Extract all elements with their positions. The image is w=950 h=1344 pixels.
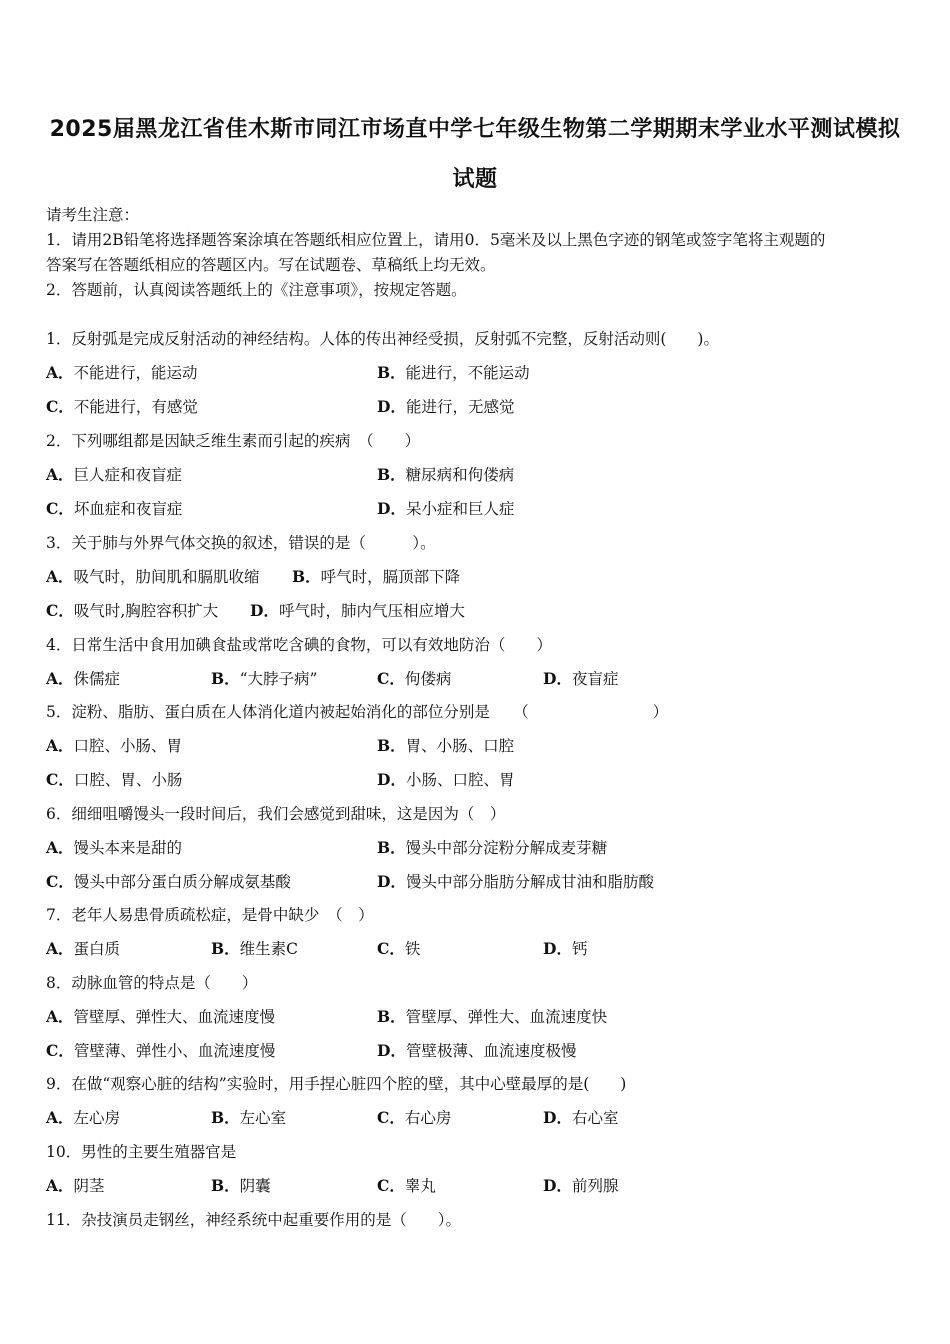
- option-d: D．馒头中部分脂肪分解成甘油和脂肪酸: [377, 872, 654, 891]
- question-stem: 5．淀粉、脂肪、蛋白质在人体消化道内被起始消化的部位分别是 （ ）: [46, 703, 669, 721]
- option-c: C．坏血症和夜盲症: [46, 499, 183, 518]
- option-c: C．不能进行，有感觉: [46, 397, 198, 416]
- question-stem: 3．关于肺与外界气体交换的叙述，错误的是（ ）。: [46, 534, 436, 552]
- option-a: A．侏儒症: [46, 669, 121, 688]
- option-b: B．胃、小肠、口腔: [377, 736, 515, 755]
- notice-item-1: 1．请用2B铅笔将选择题答案涂填在答题纸相应位置上，请用0．5毫米及以上黑色字迹的钢笔或签字笔将主观题的: [46, 231, 826, 249]
- question-stem: 11．杂技演员走钢丝，神经系统中起重要作用的是（ ）。: [46, 1211, 461, 1229]
- option-c: C．吸气时,胸腔容积扩大: [46, 601, 219, 620]
- option-c: C．铁: [377, 939, 421, 958]
- option-c: C．右心房: [377, 1108, 452, 1127]
- page-title: 2025届黑龙江省佳木斯市同江市场直中学七年级生物第二学期期末学业水平测试模拟: [49, 117, 901, 142]
- option-b: B．阴囊: [211, 1176, 271, 1195]
- question-stem: 10．男性的主要生殖器官是: [46, 1143, 237, 1161]
- question-stem: 2．下列哪组都是因缺乏维生素而引起的疾病 （ ）: [46, 432, 421, 450]
- option-c: C．睾丸: [377, 1176, 436, 1195]
- option-d: D．前列腺: [543, 1176, 619, 1195]
- option-b: B．左心室: [211, 1108, 287, 1127]
- option-c: C．口腔、胃、小肠: [46, 770, 183, 789]
- option-a: A．阴茎: [46, 1176, 105, 1195]
- option-a: A．不能进行，能运动: [46, 363, 198, 382]
- question-stem: 7．老年人易患骨质疏松症，是骨中缺少 （ ）: [46, 906, 374, 924]
- option-d: D．呼气时，肺内气压相应增大: [250, 601, 465, 620]
- option-a: A．口腔、小肠、胃: [46, 736, 183, 755]
- option-d: D．钙: [543, 939, 588, 958]
- option-b: B．管壁厚、弹性大、血流速度快: [377, 1007, 608, 1026]
- option-a: A．管壁厚、弹性大、血流速度慢: [46, 1007, 276, 1026]
- option-a: A．蛋白质: [46, 939, 121, 958]
- option-c: C．馒头中部分蛋白质分解成氨基酸: [46, 872, 291, 891]
- option-d: D．能进行，无感觉: [377, 397, 515, 416]
- option-c: C．管壁薄、弹性小、血流速度慢: [46, 1041, 276, 1060]
- option-a: A．吸气时，肋间肌和膈肌收缩: [46, 567, 260, 586]
- option-b: B．馒头中部分淀粉分解成麦芽糖: [377, 838, 608, 857]
- option-b: B．呼气时，膈顶部下降: [292, 567, 461, 586]
- option-a: A．馒头本来是甜的: [46, 838, 183, 857]
- option-d: D．呆小症和巨人症: [377, 499, 515, 518]
- option-b: B．维生素C: [211, 939, 298, 958]
- option-a: A．左心房: [46, 1108, 121, 1127]
- option-b: B．糖尿病和佝偻病: [377, 465, 515, 484]
- notice-item-2: 2．答题前，认真阅读答题纸上的《注意事项》，按规定答题。: [46, 281, 467, 299]
- option-b: B．能进行，不能运动: [377, 363, 530, 382]
- page-title-cont: 试题: [452, 167, 498, 192]
- question-stem: 8．动脉血管的特点是（ ）: [46, 974, 258, 992]
- notice-item-1-cont: 答案写在答题纸相应的答题区内。写在试题卷、草稿纸上均无效。: [46, 256, 496, 274]
- question-stem: 4．日常生活中食用加碘食盐或常吃含碘的食物，可以有效地防治（ ）: [46, 636, 552, 654]
- option-b: B．“大脖子病”: [211, 669, 318, 688]
- option-d: D．夜盲症: [543, 669, 619, 688]
- question-stem: 6．细细咀嚼馒头一段时间后，我们会感觉到甜味，这是因为（ ）: [46, 805, 506, 823]
- option-d: D．管壁极薄、血流速度极慢: [377, 1041, 577, 1060]
- question-stem: 9．在做“观察心脏的结构”实验时，用手捏心脏四个腔的壁，其中心壁最厚的是( ): [46, 1075, 627, 1093]
- option-c: C．佝偻病: [377, 669, 452, 688]
- question-stem: 1．反射弧是完成反射活动的神经结构。人体的传出神经受损，反射弧不完整，反射活动则( )。: [46, 330, 719, 348]
- option-d: D．右心室: [543, 1108, 619, 1127]
- notice-heading: 请考生注意：: [46, 206, 140, 224]
- option-d: D．小肠、口腔、胃: [377, 770, 515, 789]
- option-a: A．巨人症和夜盲症: [46, 465, 183, 484]
